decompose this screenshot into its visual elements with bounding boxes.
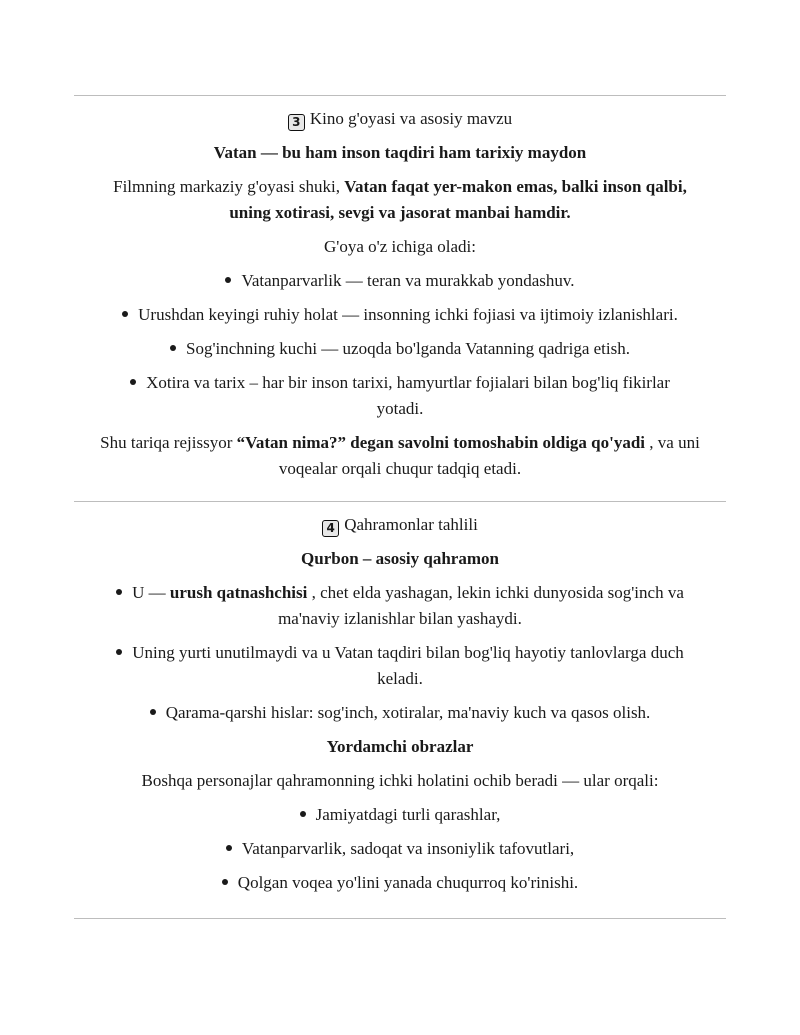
supporting-paragraph: Boshqa personajlar qahramonning ichki holatini ochib beradi — ular orqali:: [141, 771, 659, 790]
section-subheading: Vatan — bu ham inson taqdiri ham tarixiy maydon: [213, 143, 587, 162]
section-subheading: Qurbon – asosiy qahramon: [301, 549, 499, 568]
keycap-number-icon: 3: [288, 114, 305, 131]
list-item: Urushdan keyingi ruhiy holat — insonning ichki fojiasi va ijtimoiy izlanishlari.: [74, 298, 726, 332]
bottom-divider: [74, 918, 726, 919]
bullet-icon: [122, 311, 128, 317]
section-heading-text: Qahramonlar tahlili: [344, 515, 478, 534]
list-item: Uning yurti unutilmaydi va u Vatan taqdiri bilan bog'liq hayotiy tanlovlarga duch keladi.: [74, 636, 726, 696]
top-divider: [74, 95, 726, 96]
bullet-icon: [222, 879, 228, 885]
bullet-icon: [130, 379, 136, 385]
section-heading: [74, 508, 726, 542]
section-heading: [74, 102, 726, 136]
middle-divider: [74, 501, 726, 502]
intro-bold-line1: Vatan faqat yer-makon emas, balki inson qalbi,: [344, 177, 687, 196]
keycap-number-icon: 4: [322, 520, 339, 537]
list-item: Vatanparvarlik, sadoqat va insoniylik tafovutlari,: [74, 832, 726, 866]
list-item: Jamiyatdagi turli qarashlar,: [74, 798, 726, 832]
supporting-list: [74, 798, 726, 900]
bullet-icon: [300, 811, 306, 817]
section-subheading-secondary: Yordamchi obrazlar: [326, 737, 474, 756]
list-item: Xotira va tarix – har bir inson tarixi, hamyurtlar fojialari bilan bog'liq fikirlar yotadi.: [74, 366, 726, 426]
list-item: Vatanparvarlik — teran va murakkab yondashuv.: [74, 264, 726, 298]
list-item: Qarama-qarshi hislar: sog'inch, xotiralar, ma'naviy kuch va qasos olish.: [74, 696, 726, 730]
bullet-icon: [116, 649, 122, 655]
bullet-icon: [150, 709, 156, 715]
bullet-icon: [225, 277, 231, 283]
bullet-icon: [170, 345, 176, 351]
section-idea: [74, 102, 726, 486]
closing-paragraph: Shu tariqa rejissyor “Vatan nima?” degan savolni tomoshabin oldiga qo'yadi , va uni voqealar orqali chuqur tadqiq etadi.: [100, 433, 700, 478]
idea-list: [74, 264, 726, 426]
list-item: Qolgan voqea yo'lini yanada chuqurroq ko'rinishi.: [74, 866, 726, 900]
list-item: U — urush qatnashchisi , chet elda yashagan, lekin ichki dunyosida sog'inch va ma'naviy izlanishlar bilan yashaydi.: [74, 576, 726, 636]
bullet-icon: [226, 845, 232, 851]
hero-list: [74, 576, 726, 730]
section-characters: [74, 508, 726, 900]
list-item: Sog'inchning kuchi — uzoqda bo'lganda Vatanning qadriga etish.: [74, 332, 726, 366]
intro-prefix: Filmning markaziy g'oyasi shuki,: [113, 177, 345, 196]
intro-paragraph: [74, 170, 726, 230]
bullet-icon: [116, 589, 122, 595]
list-lead: G'oya o'z ichiga oladi:: [324, 237, 476, 256]
section-heading-text: Kino g'oyasi va asosiy mavzu: [309, 109, 513, 128]
intro-bold-line2: uning xotirasi, sevgi va jasorat manbai hamdir.: [229, 203, 571, 222]
closing-bold: “Vatan nima?” degan savolni tomoshabin oldiga qo'yadi: [236, 433, 646, 452]
